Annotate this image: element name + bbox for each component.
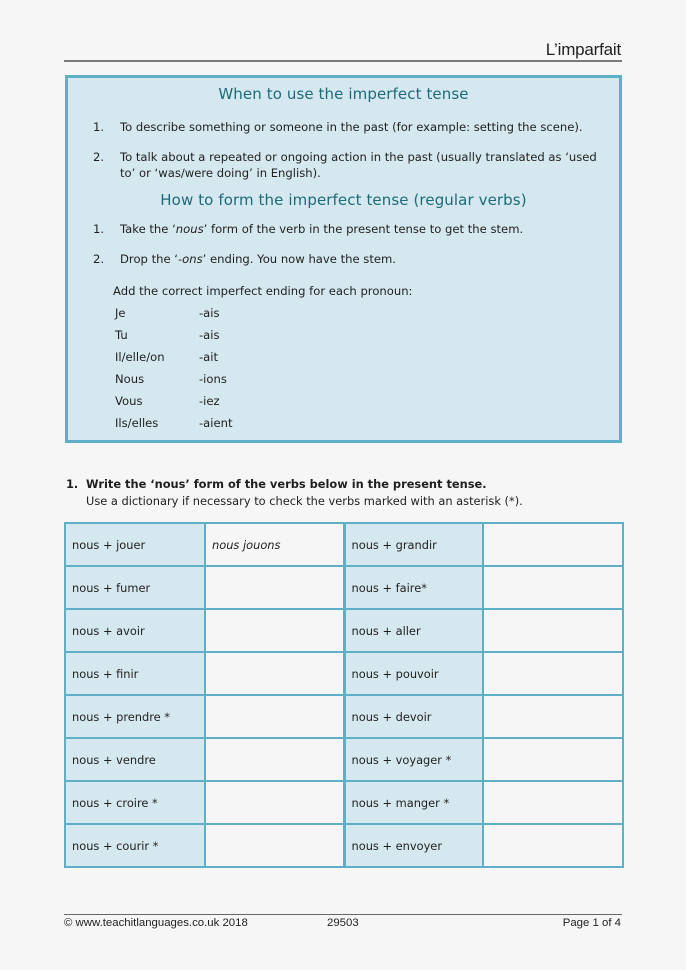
pronoun: Il/elle/on	[115, 350, 165, 364]
text-part: Take the ‘	[120, 222, 176, 236]
ending: -ais	[199, 328, 220, 342]
when-heading: When to use the imperfect tense	[218, 85, 469, 103]
ending: -ais	[199, 306, 220, 320]
answer-cell[interactable]	[205, 824, 344, 867]
verb-prompt: nous + voyager *	[344, 738, 483, 781]
footer-rule	[64, 914, 622, 915]
table-row	[65, 652, 623, 695]
verb-prompt: nous + croire *	[65, 781, 205, 824]
verb-prompt: nous + manger *	[344, 781, 483, 824]
table-row	[65, 781, 623, 824]
answer-cell[interactable]	[483, 609, 623, 652]
verb-prompt: nous + aller	[344, 609, 483, 652]
verb-prompt: nous + avoir	[65, 609, 205, 652]
when-item	[93, 119, 599, 135]
verb-prompt: nous + courir *	[65, 824, 205, 867]
how-heading: How to form the imperfect tense (regular verbs)	[160, 191, 527, 209]
table-row	[65, 566, 623, 609]
task-note: Use a dictionary if necessary to check the verbs marked with an asterisk (*).	[86, 494, 523, 508]
answer-cell[interactable]	[483, 781, 623, 824]
ending-row	[115, 328, 220, 342]
answer-cell[interactable]	[205, 738, 344, 781]
text-part: ’ form of the verb in the present tense to get the stem.	[203, 222, 524, 236]
page-title: L’imparfait	[545, 40, 621, 59]
task-instructions	[66, 476, 523, 510]
table-row	[65, 738, 623, 781]
verb-prompt: nous + finir	[65, 652, 205, 695]
table-row	[65, 523, 623, 566]
item-number: 2.	[93, 150, 105, 164]
answer-cell[interactable]	[483, 566, 623, 609]
task-number: 1.	[66, 477, 79, 491]
table-row	[65, 609, 623, 652]
verb-prompt: nous + envoyer	[344, 824, 483, 867]
item-text: To talk about a repeated or ongoing action in the past (usually translated as ‘used to’ or ‘was/were doing’ in English).	[120, 150, 597, 180]
task-instruction: Write the ‘nous’ form of the verbs below in the present tense.	[86, 477, 487, 491]
verb-prompt: nous + jouer	[65, 523, 205, 566]
pronoun: Tu	[115, 328, 128, 342]
ending: -ait	[199, 350, 219, 364]
answer-cell[interactable]	[483, 824, 623, 867]
when-item	[93, 149, 599, 181]
pronoun: Je	[115, 306, 126, 320]
item-number: 1.	[93, 222, 105, 236]
answer-cell[interactable]	[205, 566, 344, 609]
verb-prompt: nous + grandir	[344, 523, 483, 566]
ending: -iez	[199, 394, 220, 408]
pronoun: Nous	[115, 372, 145, 386]
verb-prompt: nous + pouvoir	[344, 652, 483, 695]
verb-prompt: nous + prendre *	[65, 695, 205, 738]
answer-cell[interactable]: nous jouons	[205, 523, 344, 566]
item-number: 2.	[93, 252, 105, 266]
answer-cell[interactable]	[205, 695, 344, 738]
table-row	[65, 824, 623, 867]
ending: -ions	[199, 372, 227, 386]
footer-resource-code: 29503	[327, 917, 359, 929]
answer-cell[interactable]	[205, 652, 344, 695]
endings-intro: Add the correct imperfect ending for each pronoun:	[113, 284, 413, 298]
verb-prompt: nous + fumer	[65, 566, 205, 609]
verb-table	[64, 522, 624, 868]
ending-row	[115, 306, 220, 320]
item-number: 1.	[93, 120, 105, 134]
grammar-info-box	[65, 75, 622, 443]
how-item	[93, 221, 599, 237]
footer-page-number: Page 1 of 4	[562, 917, 621, 929]
answer-cell[interactable]	[483, 523, 623, 566]
footer-copyright: © www.teachitlanguages.co.uk 2018	[64, 917, 248, 929]
header-rule	[64, 60, 622, 62]
emphasis: -ons	[177, 252, 203, 266]
ending-row	[115, 350, 218, 364]
item-text: To describe something or someone in the past (for example: setting the scene).	[120, 120, 583, 134]
verb-prompt: nous + faire*	[344, 566, 483, 609]
verb-prompt: nous + devoir	[344, 695, 483, 738]
table-row	[65, 695, 623, 738]
ending-row	[115, 394, 220, 408]
answer-cell[interactable]	[205, 609, 344, 652]
answer-cell[interactable]	[483, 652, 623, 695]
emphasis: nous	[175, 222, 204, 236]
text-part: ’ ending. You now have the stem.	[202, 252, 396, 266]
pronoun: Ils/elles	[115, 416, 159, 430]
ending-row	[115, 372, 227, 386]
text-part: Drop the ‘	[120, 252, 178, 266]
answer-cell[interactable]	[483, 738, 623, 781]
verb-prompt: nous + vendre	[65, 738, 205, 781]
how-item	[93, 251, 599, 267]
answer-cell[interactable]	[205, 781, 344, 824]
answer-cell[interactable]	[483, 695, 623, 738]
pronoun: Vous	[115, 394, 143, 408]
ending: -aient	[199, 416, 233, 430]
item-text	[120, 251, 599, 267]
ending-row	[115, 416, 233, 430]
item-text	[120, 221, 599, 237]
